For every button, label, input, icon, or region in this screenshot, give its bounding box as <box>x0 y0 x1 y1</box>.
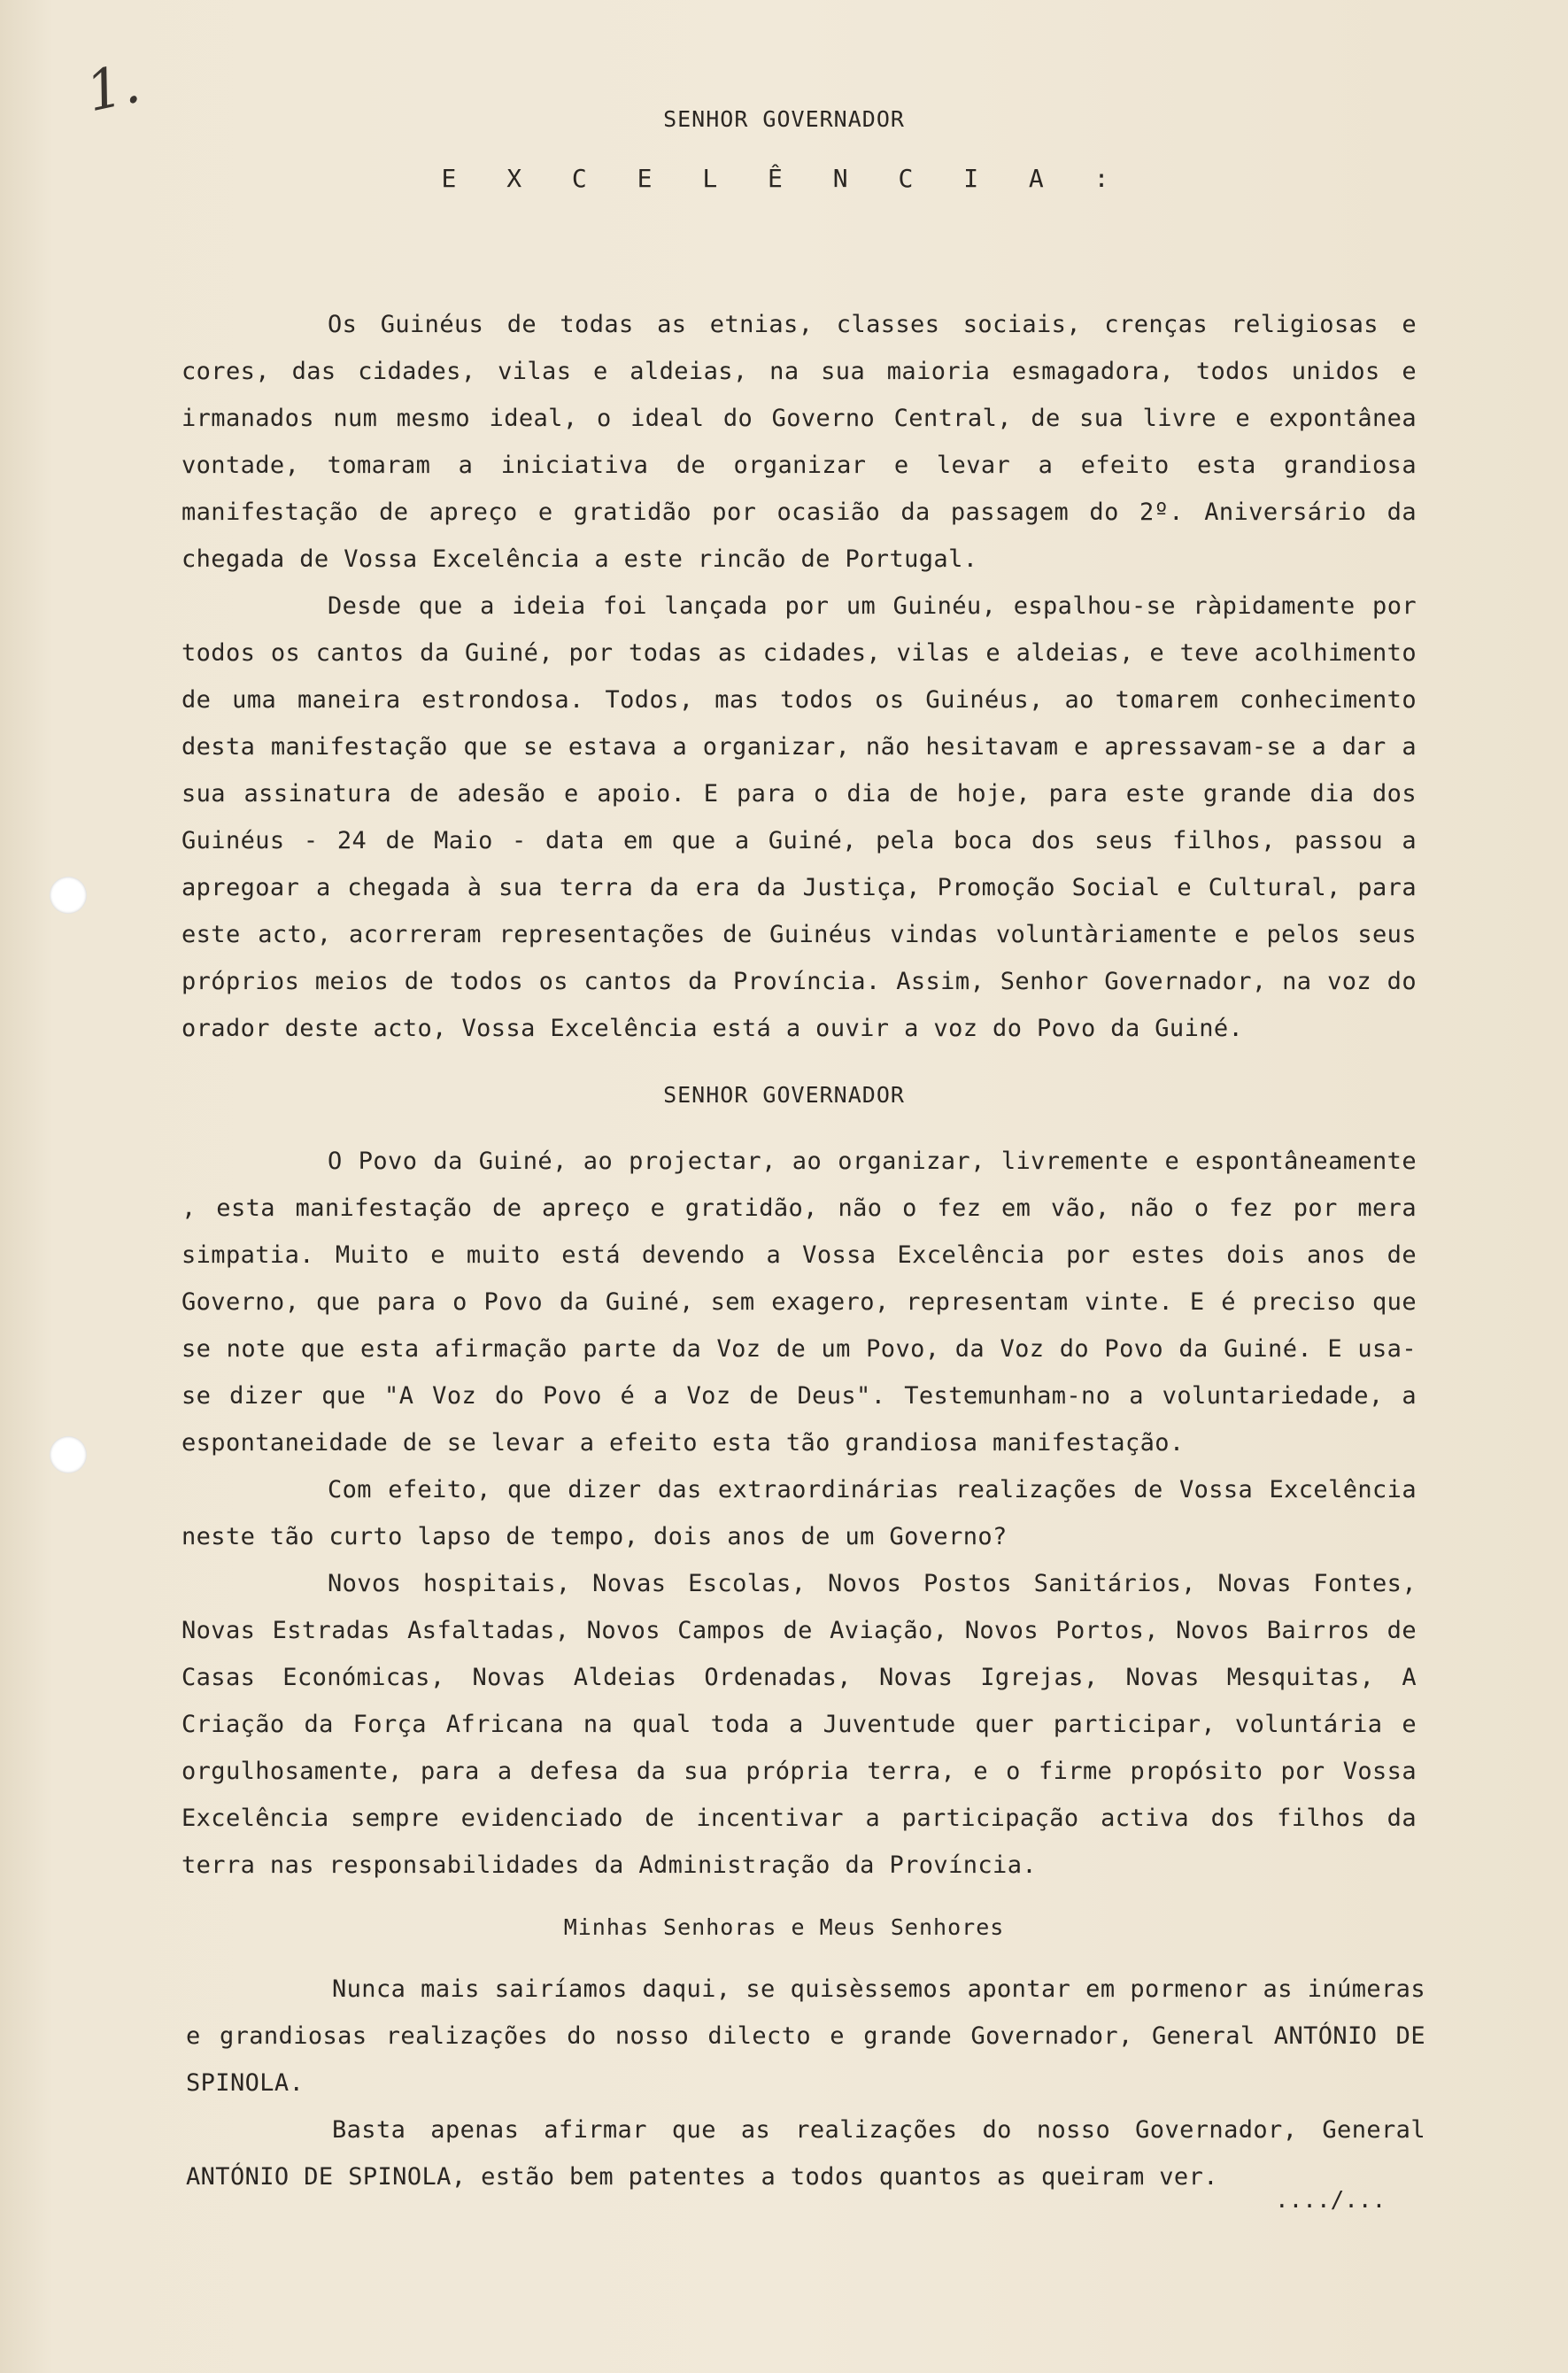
continuation-mark: ..../... <box>1275 2187 1386 2214</box>
punch-hole-icon <box>50 1436 87 1473</box>
paragraph: Novos hospitais, Novas Escolas, Novos Postos Sanitários, Novas Fontes, Novas Estradas Asfaltadas, Novos Campos de Aviação, Novos Portos, Novos Bairros de Casas Económicas, Novas Aldeias Ordenadas, Novas Igrejas, Novas Mesquitas, A Criação da Força Africana na qual toda a Juventude quer participar, voluntária e orgulhosamente, para a defesa da sua própria terra, e o firme propósito por Vossa Excelência sempre evidenciado de incentivar a participação activa dos filhos da terra nas responsabilidades da Administração da Província. <box>182 1570 1417 1879</box>
page-number: 1. <box>81 50 146 125</box>
paragraph: Os Guinéus de todas as etnias, classes sociais, crenças religiosas e cores, das cidades, vilas e aldeias, na sua maioria esmagadora, todos unidos e irmanados num mesmo ideal, o ideal do Governo Central, de sua livre e expontânea vontade, tomaram a iniciativa de organizar e levar a efeito esta grandiosa manifestação de apreço e gratidão por ocasião da passagem do 2º. Aniversário da chegada de Vossa Excelência a este rincão de Portugal. <box>182 311 1417 573</box>
section-3 <box>186 1966 1425 2200</box>
paragraph: Nunca mais sairíamos daqui, se quisèssemos apontar em pormenor as inúmeras e grandiosas realizações do nosso dilecto e grande Governador, General ANTÓNIO DE SPINOLA. <box>186 1975 1425 2097</box>
section-1 <box>182 301 1417 1052</box>
paragraph: O Povo da Guiné, ao projectar, ao organizar, livremente e espontâneamente , esta manifestação de apreço e gratidão, não o fez em vão, não o fez por mera simpatia. Muito e muito está devendo a Vossa Excelência por estes dois anos de Governo, que para o Povo da Guiné, sem exagero, representam vinte. E é preciso que se note que esta afirmação parte da Voz de um Povo, da Voz do Povo da Guiné. E usa-se dizer que "A Voz do Povo é a Voz de Deus". Testemunham-no a voluntariedade, a espontaneidade de se levar a efeito esta tão grandiosa manifestação. <box>182 1148 1417 1457</box>
salutation: E X C E L Ê N C I A : <box>441 164 1127 193</box>
page-title: SENHOR GOVERNADOR <box>663 106 905 132</box>
section-2 <box>182 1138 1417 1889</box>
section-heading: SENHOR GOVERNADOR <box>663 1082 905 1108</box>
paragraph: Desde que a ideia foi lançada por um Guinéu, espalhou-se ràpidamente por todos os cantos da Guiné, por todas as cidades, vilas e aldeias, e teve acolhimento de uma maneira estrondosa. Todos, mas todos os Guinéus, ao tomarem conhecimento desta manifestação que se estava a organizar, não hesitavam e apressavam-se a dar a sua assinatura de adesão e apoio. E para o dia de hoje, para este grande dia dos Guinéus - 24 de Maio - data em que a Guiné, pela boca dos seus filhos, passou a apregoar a chegada à sua terra da era da Justiça, Promoção Social e Cultural, para este acto, acorreram representações de Guinéus vindas voluntàriamente e pelos seus próprios meios de todos os cantos da Província. Assim, Senhor Governador, na voz do orador deste acto, Vossa Excelência está a ouvir a voz do Povo da Guiné. <box>182 592 1417 1042</box>
paragraph: Basta apenas afirmar que as realizações do nosso Governador, General ANTÓNIO DE SPINOLA, estão bem patentes a todos quantos as queiram ver. <box>186 2116 1425 2191</box>
punch-hole-icon <box>50 877 87 914</box>
paragraph: Com efeito, que dizer das extraordinárias realizações de Vossa Excelência neste tão curto lapso de tempo, dois anos de um Governo? <box>182 1476 1417 1550</box>
section-heading: Minhas Senhoras e Meus Senhores <box>563 1914 1005 1940</box>
